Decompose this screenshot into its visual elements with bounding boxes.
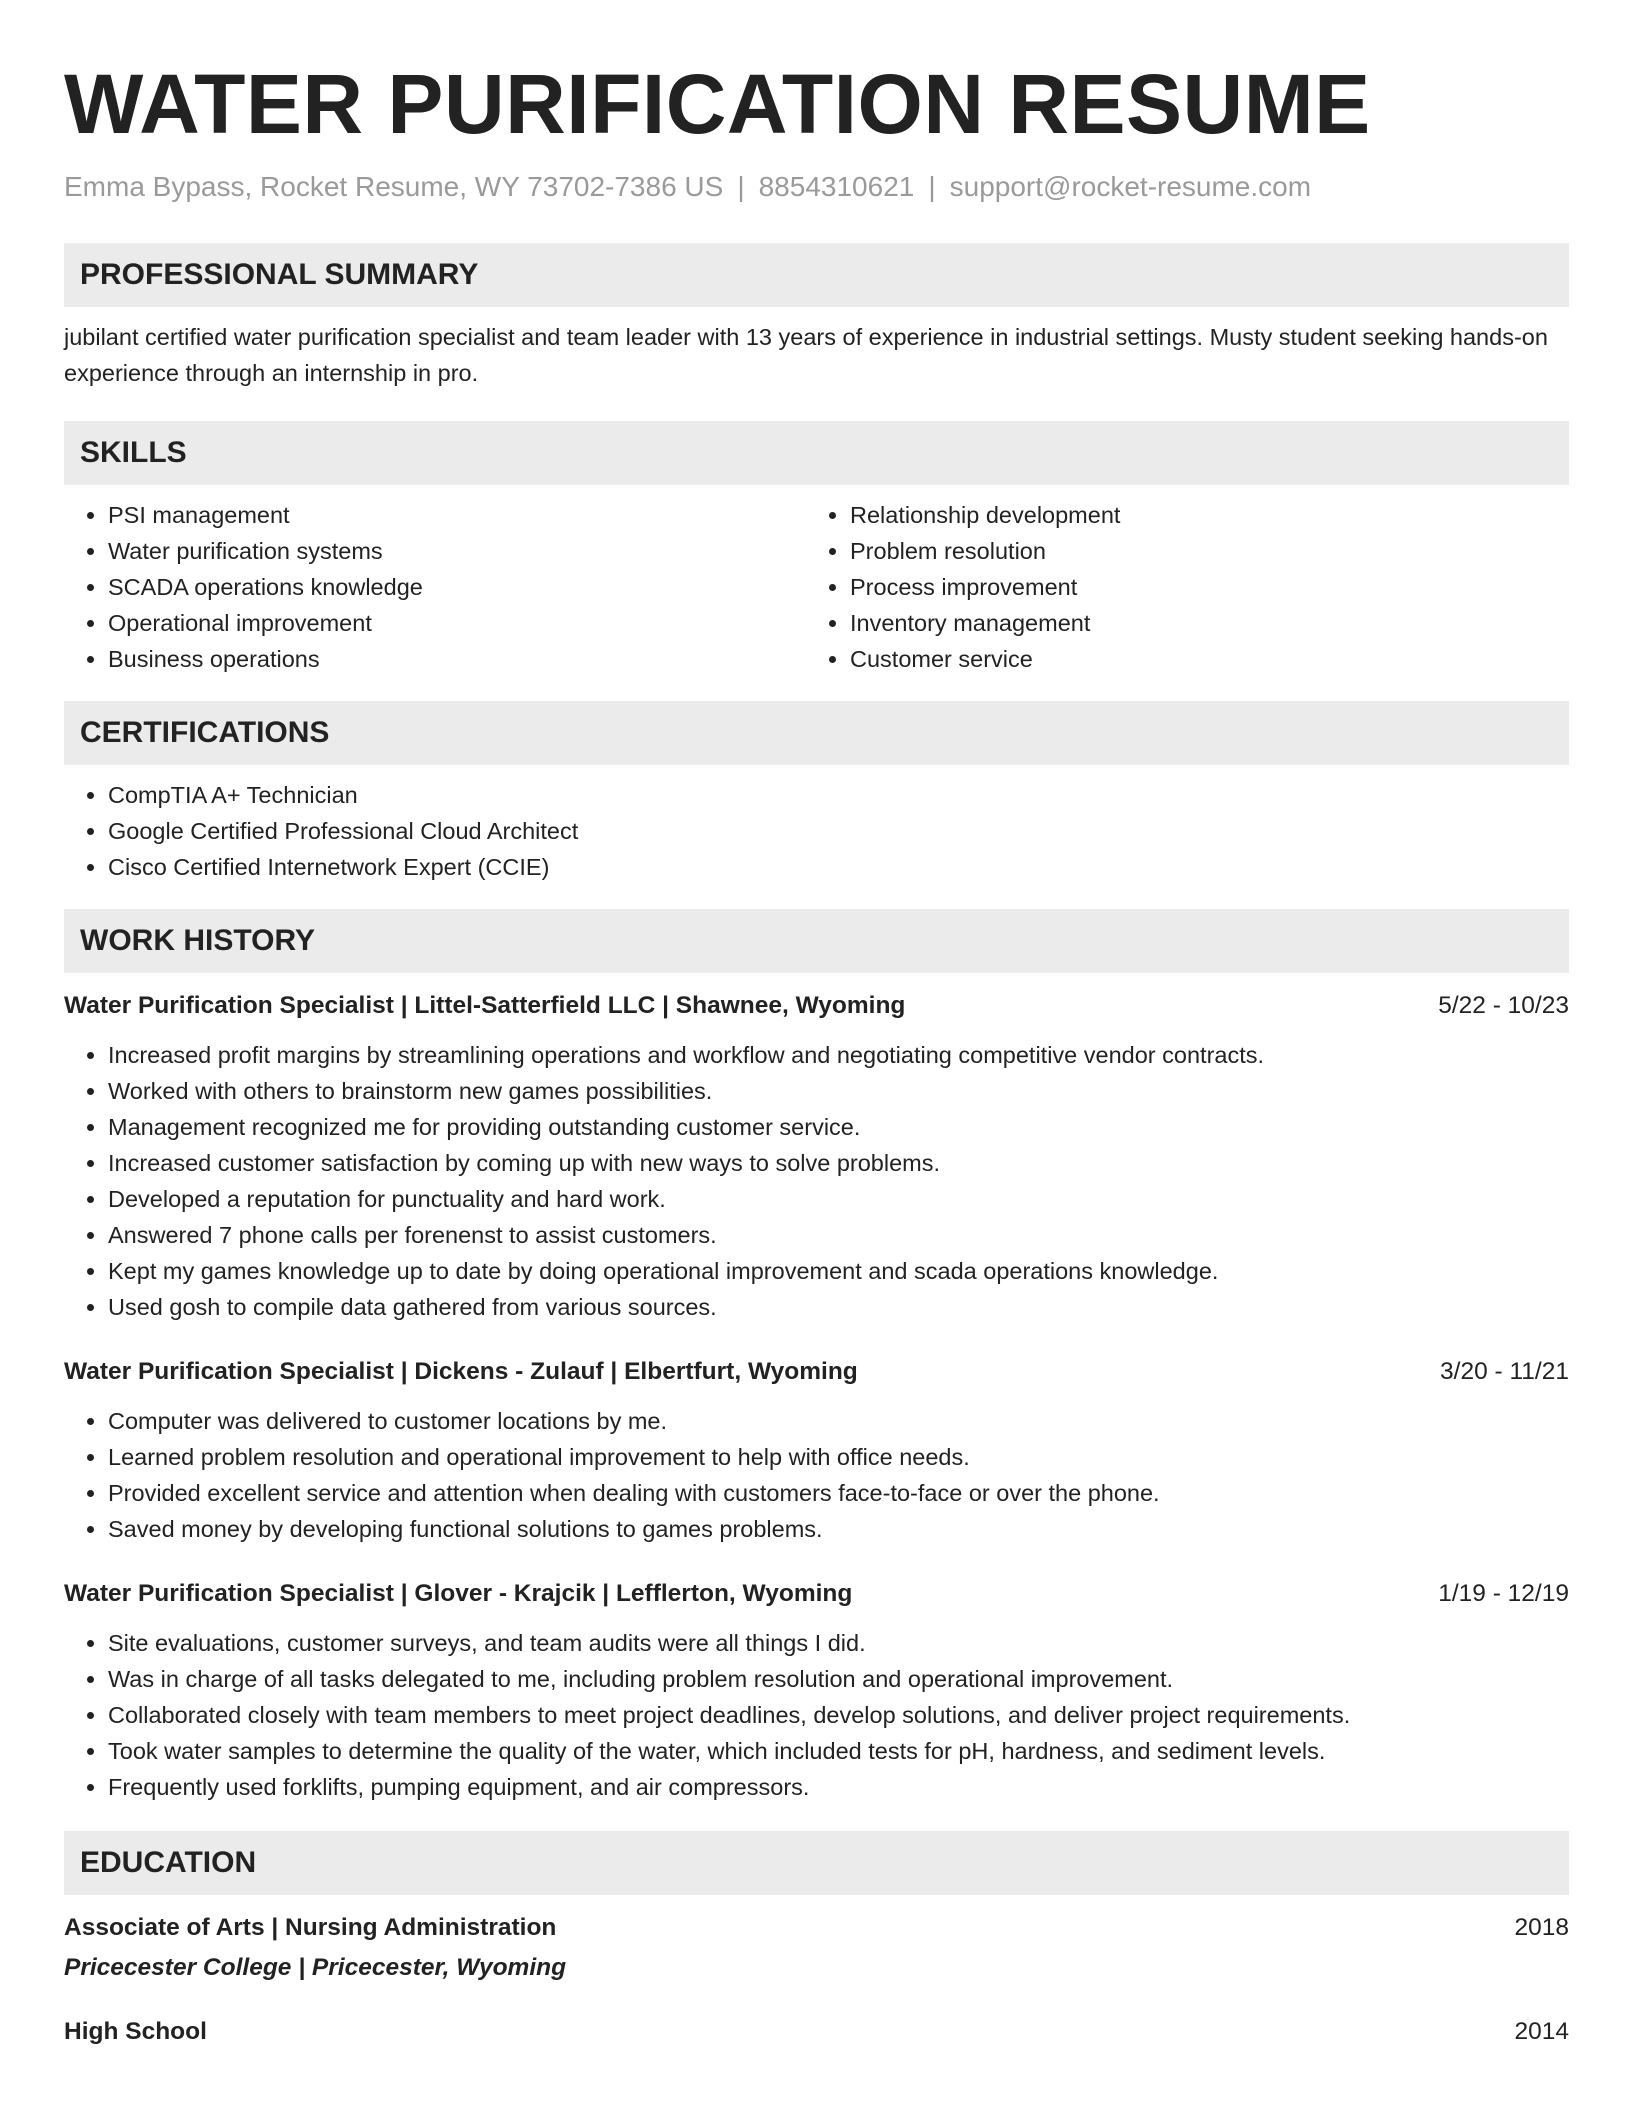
job-bullet: • Used gosh to compile data gathered from various sources.: [108, 1289, 1569, 1325]
job-entry: [64, 989, 1569, 1325]
skill-item: • Business operations: [108, 641, 806, 677]
resume-page: [64, 0, 1569, 2049]
job-bullet: • Collaborated closely with team members to meet project deadlines, develop solutions, and deliver project requirements.: [108, 1697, 1569, 1733]
education-year: 2014: [1514, 2018, 1569, 2045]
job-bullet: • Took water samples to determine the quality of the water, which included tests for pH, hardness, and sediment levels.: [108, 1733, 1569, 1769]
skill-item: • SCADA operations knowledge: [108, 569, 806, 605]
skill-item: • Process improvement: [850, 569, 1548, 605]
certification-item: • CompTIA A+ Technician: [108, 777, 1569, 813]
certification-item: • Cisco Certified Internetwork Expert (CCIE): [108, 849, 1569, 885]
skill-item: • PSI management: [108, 497, 806, 533]
job-bullet: • Site evaluations, customer surveys, and team audits were all things I did.: [108, 1625, 1569, 1661]
skills-column-left: [64, 497, 806, 677]
job-dates: 3/20 - 11/21: [1440, 1358, 1569, 1385]
skills-column-right: [806, 497, 1548, 677]
certification-item: • Google Certified Professional Cloud Architect: [108, 813, 1569, 849]
job-bullets: [64, 1037, 1569, 1325]
job-bullet: • Learned problem resolution and operational improvement to help with office needs.: [108, 1439, 1569, 1475]
job-title: Water Purification Specialist | Glover - Krajcik | Lefflerton, Wyoming: [64, 1580, 853, 1607]
job-title: Water Purification Specialist | Littel-Satterfield LLC | Shawnee, Wyoming: [64, 992, 906, 1019]
job-bullet: • Management recognized me for providing outstanding customer service.: [108, 1109, 1569, 1145]
job-entry: [64, 1355, 1569, 1547]
contact-email: support@rocket-resume.com: [949, 171, 1312, 202]
job-bullet: • Was in charge of all tasks delegated to me, including problem resolution and operational improvement.: [108, 1661, 1569, 1697]
job-dates: 5/22 - 10/23: [1438, 992, 1569, 1019]
contact-line: [64, 170, 1569, 204]
job-bullet: • Increased profit margins by streamlining operations and workflow and negotiating competitive vendor contracts.: [108, 1037, 1569, 1073]
skill-item: • Inventory management: [850, 605, 1548, 641]
contact-separator: |: [737, 171, 745, 202]
section-heading-education: EDUCATION: [64, 1831, 1569, 1895]
contact-address: Emma Bypass, Rocket Resume, WY 73702-7386 US: [64, 171, 724, 202]
job-bullet: • Increased customer satisfaction by coming up with new ways to solve problems.: [108, 1145, 1569, 1181]
education-entry: [64, 1911, 1569, 1985]
contact-phone: 8854310621: [758, 171, 915, 202]
job-bullet: • Kept my games knowledge up to date by doing operational improvement and scada operations knowledge.: [108, 1253, 1569, 1289]
section-heading-certifications: CERTIFICATIONS: [64, 701, 1569, 765]
job-bullet: • Worked with others to brainstorm new games possibilities.: [108, 1073, 1569, 1109]
education-header: [64, 2015, 1569, 2049]
education-year: 2018: [1514, 1914, 1569, 1941]
skill-item: • Water purification systems: [108, 533, 806, 569]
summary-text: jubilant certified water purification specialist and team leader with 13 years of experience in industrial settings. Musty student seeking hands-on experience through an internship in pro.: [64, 324, 1548, 386]
job-bullets: [64, 1625, 1569, 1805]
job-header: [64, 989, 1569, 1023]
job-title: Water Purification Specialist | Dickens - Zulauf | Elbertfurt, Wyoming: [64, 1358, 858, 1385]
education-degree: Associate of Arts | Nursing Administration: [64, 1914, 557, 1941]
skills-list: [64, 497, 1569, 677]
resume-title: WATER PURIFICATION RESUME: [64, 57, 1371, 151]
skill-item: • Customer service: [850, 641, 1548, 677]
job-header: [64, 1355, 1569, 1389]
job-bullet: • Saved money by developing functional solutions to games problems.: [108, 1511, 1569, 1547]
section-heading-work-history: WORK HISTORY: [64, 909, 1569, 973]
job-bullet: • Developed a reputation for punctuality and hard work.: [108, 1181, 1569, 1217]
education-entry: [64, 2015, 1569, 2049]
job-bullets: [64, 1403, 1569, 1547]
job-bullet: • Answered 7 phone calls per forenenst to assist customers.: [108, 1217, 1569, 1253]
job-bullet: • Provided excellent service and attention when dealing with customers face-to-face or over the phone.: [108, 1475, 1569, 1511]
skill-item: • Problem resolution: [850, 533, 1548, 569]
certifications-list: [64, 777, 1569, 885]
education-school: Pricecester College | Pricecester, Wyoming: [64, 1954, 567, 1981]
job-dates: 1/19 - 12/19: [1438, 1580, 1569, 1607]
contact-separator: |: [928, 171, 936, 202]
education-degree: High School: [64, 2018, 207, 2045]
job-header: [64, 1577, 1569, 1611]
skill-item: • Operational improvement: [108, 605, 806, 641]
skill-item: • Relationship development: [850, 497, 1548, 533]
job-bullet: • Computer was delivered to customer locations by me.: [108, 1403, 1569, 1439]
section-heading-summary: PROFESSIONAL SUMMARY: [64, 243, 1569, 307]
job-bullet: • Frequently used forklifts, pumping equipment, and air compressors.: [108, 1769, 1569, 1805]
education-header: [64, 1911, 1569, 1945]
job-entry: [64, 1577, 1569, 1805]
section-heading-skills: SKILLS: [64, 421, 1569, 485]
